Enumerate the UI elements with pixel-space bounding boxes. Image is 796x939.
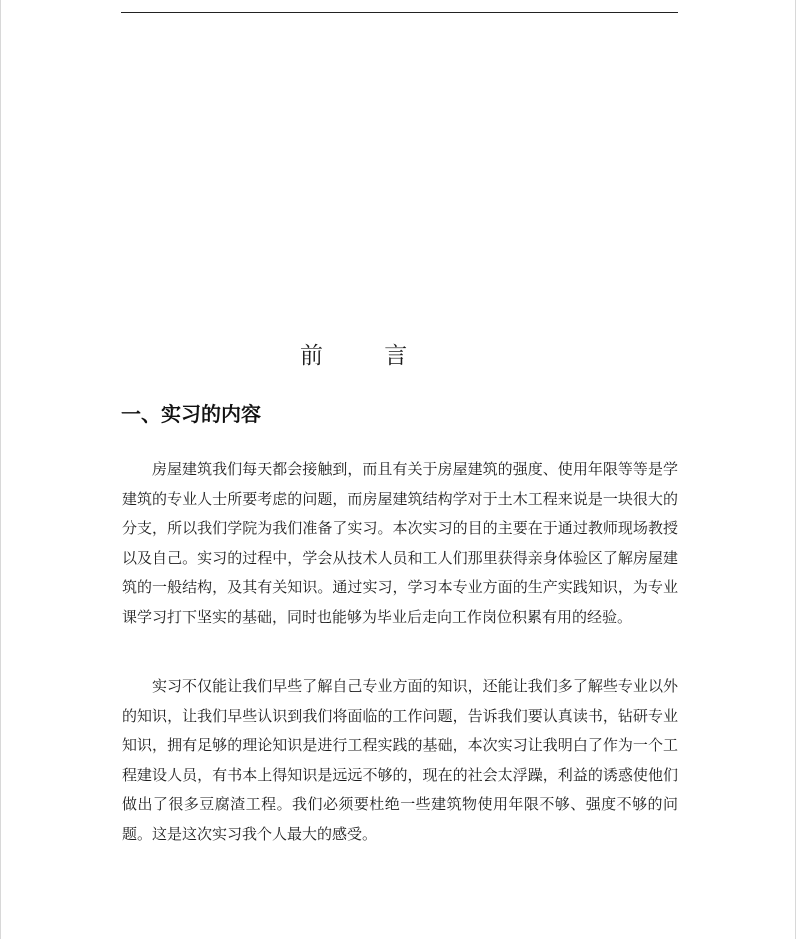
- section-heading: 一、实习的内容: [121, 402, 261, 426]
- body-paragraph-2: 实习不仅能让我们早些了解自己专业方面的知识，还能让我们多了解些专业以外的知识，让我们早些认识到我们将面临的工作问题，告诉我们要认真读书，钻研专业知识，拥有足够的理论知识是进行工程实践的基础，本次实习让我明白了作为一个工程建设人员，有书本上得知识是远远不够的，现在的社会太浮躁，利益的诱惑使他们做出了很多豆腐渣工程。我们必须要杜绝一些建筑物使用年限不够、强度不够的问题。这是这次实习我个人最大的感受。: [122, 677, 678, 843]
- page-left-edge: [0, 0, 1, 939]
- preface-title: 前 言: [300, 343, 435, 369]
- header-rule: [121, 12, 678, 13]
- body-paragraph-1: 房屋建筑我们每天都会接触到，而且有关于房屋建筑的强度、使用年限等等是学建筑的专业人士所要考虑的问题，而房屋建筑结构学对于土木工程来说是一块很大的分支，所以我们学院为我们准备了实习。本次实习的目的主要在于通过教师现场教授以及自己。实习的过程中，学会从技术人员和工人们那里获得亲身体验区了解房屋建筑的一般结构，及其有关知识。通过实习，学习本专业方面的生产实践知识，为专业课学习打下坚实的基础，同时也能够为毕业后走向工作岗位积累有用的经验。: [122, 460, 678, 626]
